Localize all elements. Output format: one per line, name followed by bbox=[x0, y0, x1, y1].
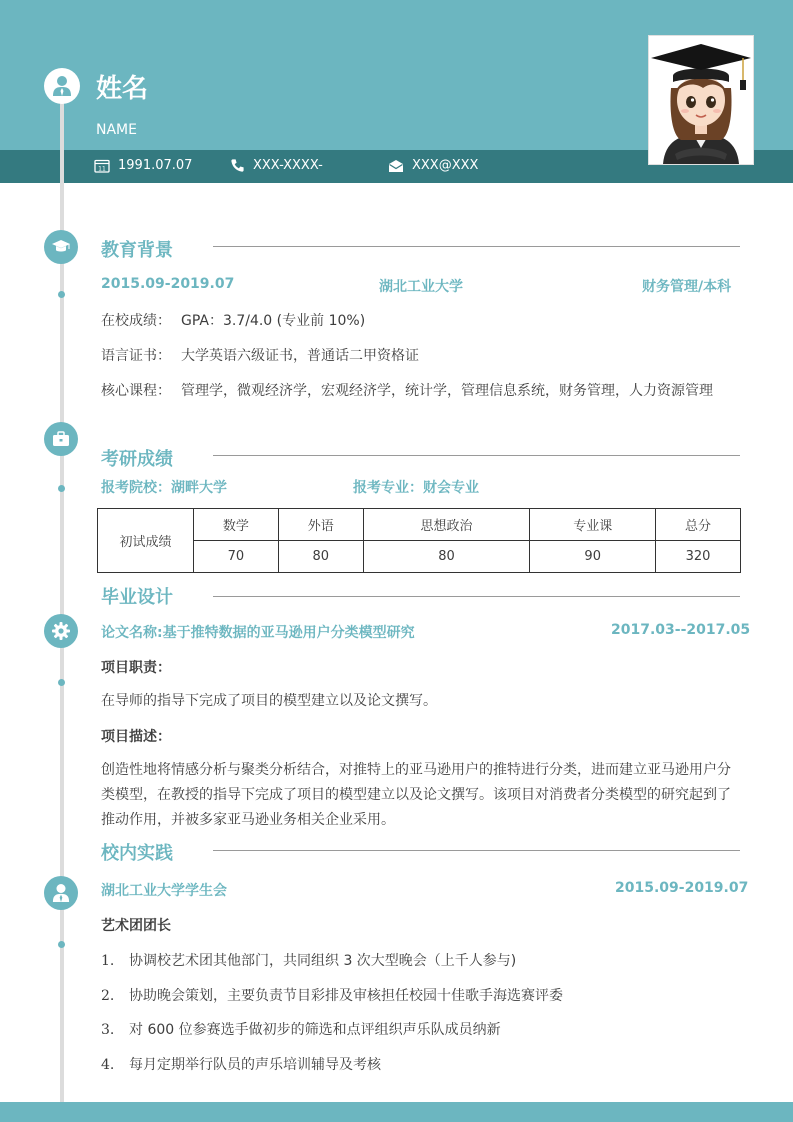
svg-text:11: 11 bbox=[98, 165, 106, 172]
profile-photo bbox=[648, 35, 754, 165]
education-period: 2015.09-2019.07 bbox=[101, 276, 235, 292]
row-value: 大学英语六级证书，普通话二甲资格证 bbox=[181, 348, 419, 364]
score-header: 专业课 bbox=[530, 509, 656, 541]
score-value: 90 bbox=[530, 541, 656, 573]
person-name: 姓名 bbox=[96, 74, 149, 104]
row-value: 管理学，微观经济学，宏观经济学，统计学，管理信息系统，财务管理，人力资源管理 bbox=[181, 383, 713, 399]
row-label: 语言证书： bbox=[101, 348, 171, 364]
thesis-period: 2017.03--2017.05 bbox=[611, 622, 751, 638]
graduation-cap-icon bbox=[44, 230, 78, 264]
practice-period: 2015.09-2019.07 bbox=[615, 880, 749, 896]
email-info bbox=[388, 158, 478, 173]
briefcase-icon bbox=[44, 422, 78, 456]
education-school: 湖北工业大学 bbox=[379, 279, 463, 295]
section-title-exam: 考研成绩 bbox=[101, 449, 173, 470]
section-title-education: 教育背景 bbox=[101, 240, 173, 261]
score-value: 320 bbox=[656, 541, 741, 573]
calendar-icon bbox=[94, 159, 110, 173]
exam-school: 报考院校：湖畔大学 bbox=[101, 480, 227, 496]
section-divider bbox=[213, 455, 740, 456]
exam-major: 报考专业：财会专业 bbox=[353, 480, 479, 496]
practice-role: 艺术团团长 bbox=[101, 918, 171, 934]
list-number: 1. bbox=[101, 953, 115, 969]
education-row bbox=[101, 345, 419, 365]
list-text: 对 600 位参赛选手做初步的筛选和点评组织声乐队成员纳新 bbox=[129, 1022, 501, 1038]
list-text: 每月定期举行队员的声乐培训辅导及考核 bbox=[129, 1057, 381, 1073]
score-value: 80 bbox=[363, 541, 530, 573]
user-icon bbox=[44, 68, 80, 104]
score-header: 数学 bbox=[194, 509, 279, 541]
timeline-dot bbox=[58, 485, 65, 492]
desc-text: 创造性地将情感分析与聚类分析结合，对推特上的亚马逊用户的推特进行分类，进而建立亚马逊用户分类模型，在教授的指导下完成了项目的模型建立以及论文撰写。该项目对消费者分类模型的研究起到了推动作用，并被多家亚马逊业务相关企业采用。 bbox=[101, 762, 731, 828]
list-text: 协调校艺术团其他部门，共同组织 3 次大型晚会（上千人参与) bbox=[129, 953, 517, 969]
timeline-dot bbox=[58, 941, 65, 948]
list-item bbox=[101, 1019, 501, 1039]
list-item bbox=[101, 985, 563, 1005]
section-title-practice: 校内实践 bbox=[101, 843, 173, 864]
duty-label: 项目职责： bbox=[101, 660, 171, 676]
practice-org: 湖北工业大学学生会 bbox=[101, 883, 227, 899]
score-table bbox=[97, 508, 741, 573]
score-header: 思想政治 bbox=[363, 509, 530, 541]
person-icon bbox=[44, 876, 78, 910]
thesis-name: 论文名称:基于推特数据的亚马逊用户分类模型研究 bbox=[101, 625, 415, 641]
row-label: 核心课程： bbox=[101, 383, 171, 399]
email-icon bbox=[388, 159, 404, 173]
desc-label: 项目描述： bbox=[101, 729, 171, 745]
row-label: 在校成绩： bbox=[101, 313, 171, 329]
timeline-dot bbox=[58, 679, 65, 686]
phone-icon bbox=[230, 158, 245, 173]
score-value: 70 bbox=[194, 541, 279, 573]
score-header: 总分 bbox=[656, 509, 741, 541]
gear-icon bbox=[44, 614, 78, 648]
list-text: 协助晚会策划，主要负责节目彩排及审核担任校园十佳歌手海选赛评委 bbox=[129, 988, 563, 1004]
birth-date: 1991.07.07 bbox=[118, 158, 193, 173]
row-value: GPA：3.7/4.0 (专业前 10%) bbox=[181, 313, 366, 329]
person-name-en: NAME bbox=[96, 122, 137, 138]
phone-number: XXX-XXXX- bbox=[253, 158, 323, 173]
section-title-thesis: 毕业设计 bbox=[101, 587, 173, 608]
timeline-dot bbox=[58, 291, 65, 298]
section-divider bbox=[213, 850, 740, 851]
email-address: XXX@XXX bbox=[412, 158, 479, 173]
section-divider bbox=[213, 246, 740, 247]
list-number: 3. bbox=[101, 1022, 115, 1038]
footer-bar bbox=[0, 1102, 793, 1122]
phone-info bbox=[230, 158, 323, 173]
section-divider bbox=[213, 596, 740, 597]
education-major: 财务管理/本科 bbox=[642, 279, 732, 295]
score-header: 外语 bbox=[278, 509, 363, 541]
education-row bbox=[101, 310, 365, 330]
list-number: 4. bbox=[101, 1057, 115, 1073]
duty-text: 在导师的指导下完成了项目的模型建立以及论文撰写。 bbox=[101, 693, 437, 709]
education-row bbox=[101, 380, 713, 400]
list-item bbox=[101, 950, 516, 970]
list-item bbox=[101, 1054, 381, 1074]
score-row-label: 初试成绩 bbox=[98, 509, 194, 573]
score-value: 80 bbox=[278, 541, 363, 573]
list-number: 2. bbox=[101, 988, 115, 1004]
birth-info bbox=[94, 158, 192, 173]
